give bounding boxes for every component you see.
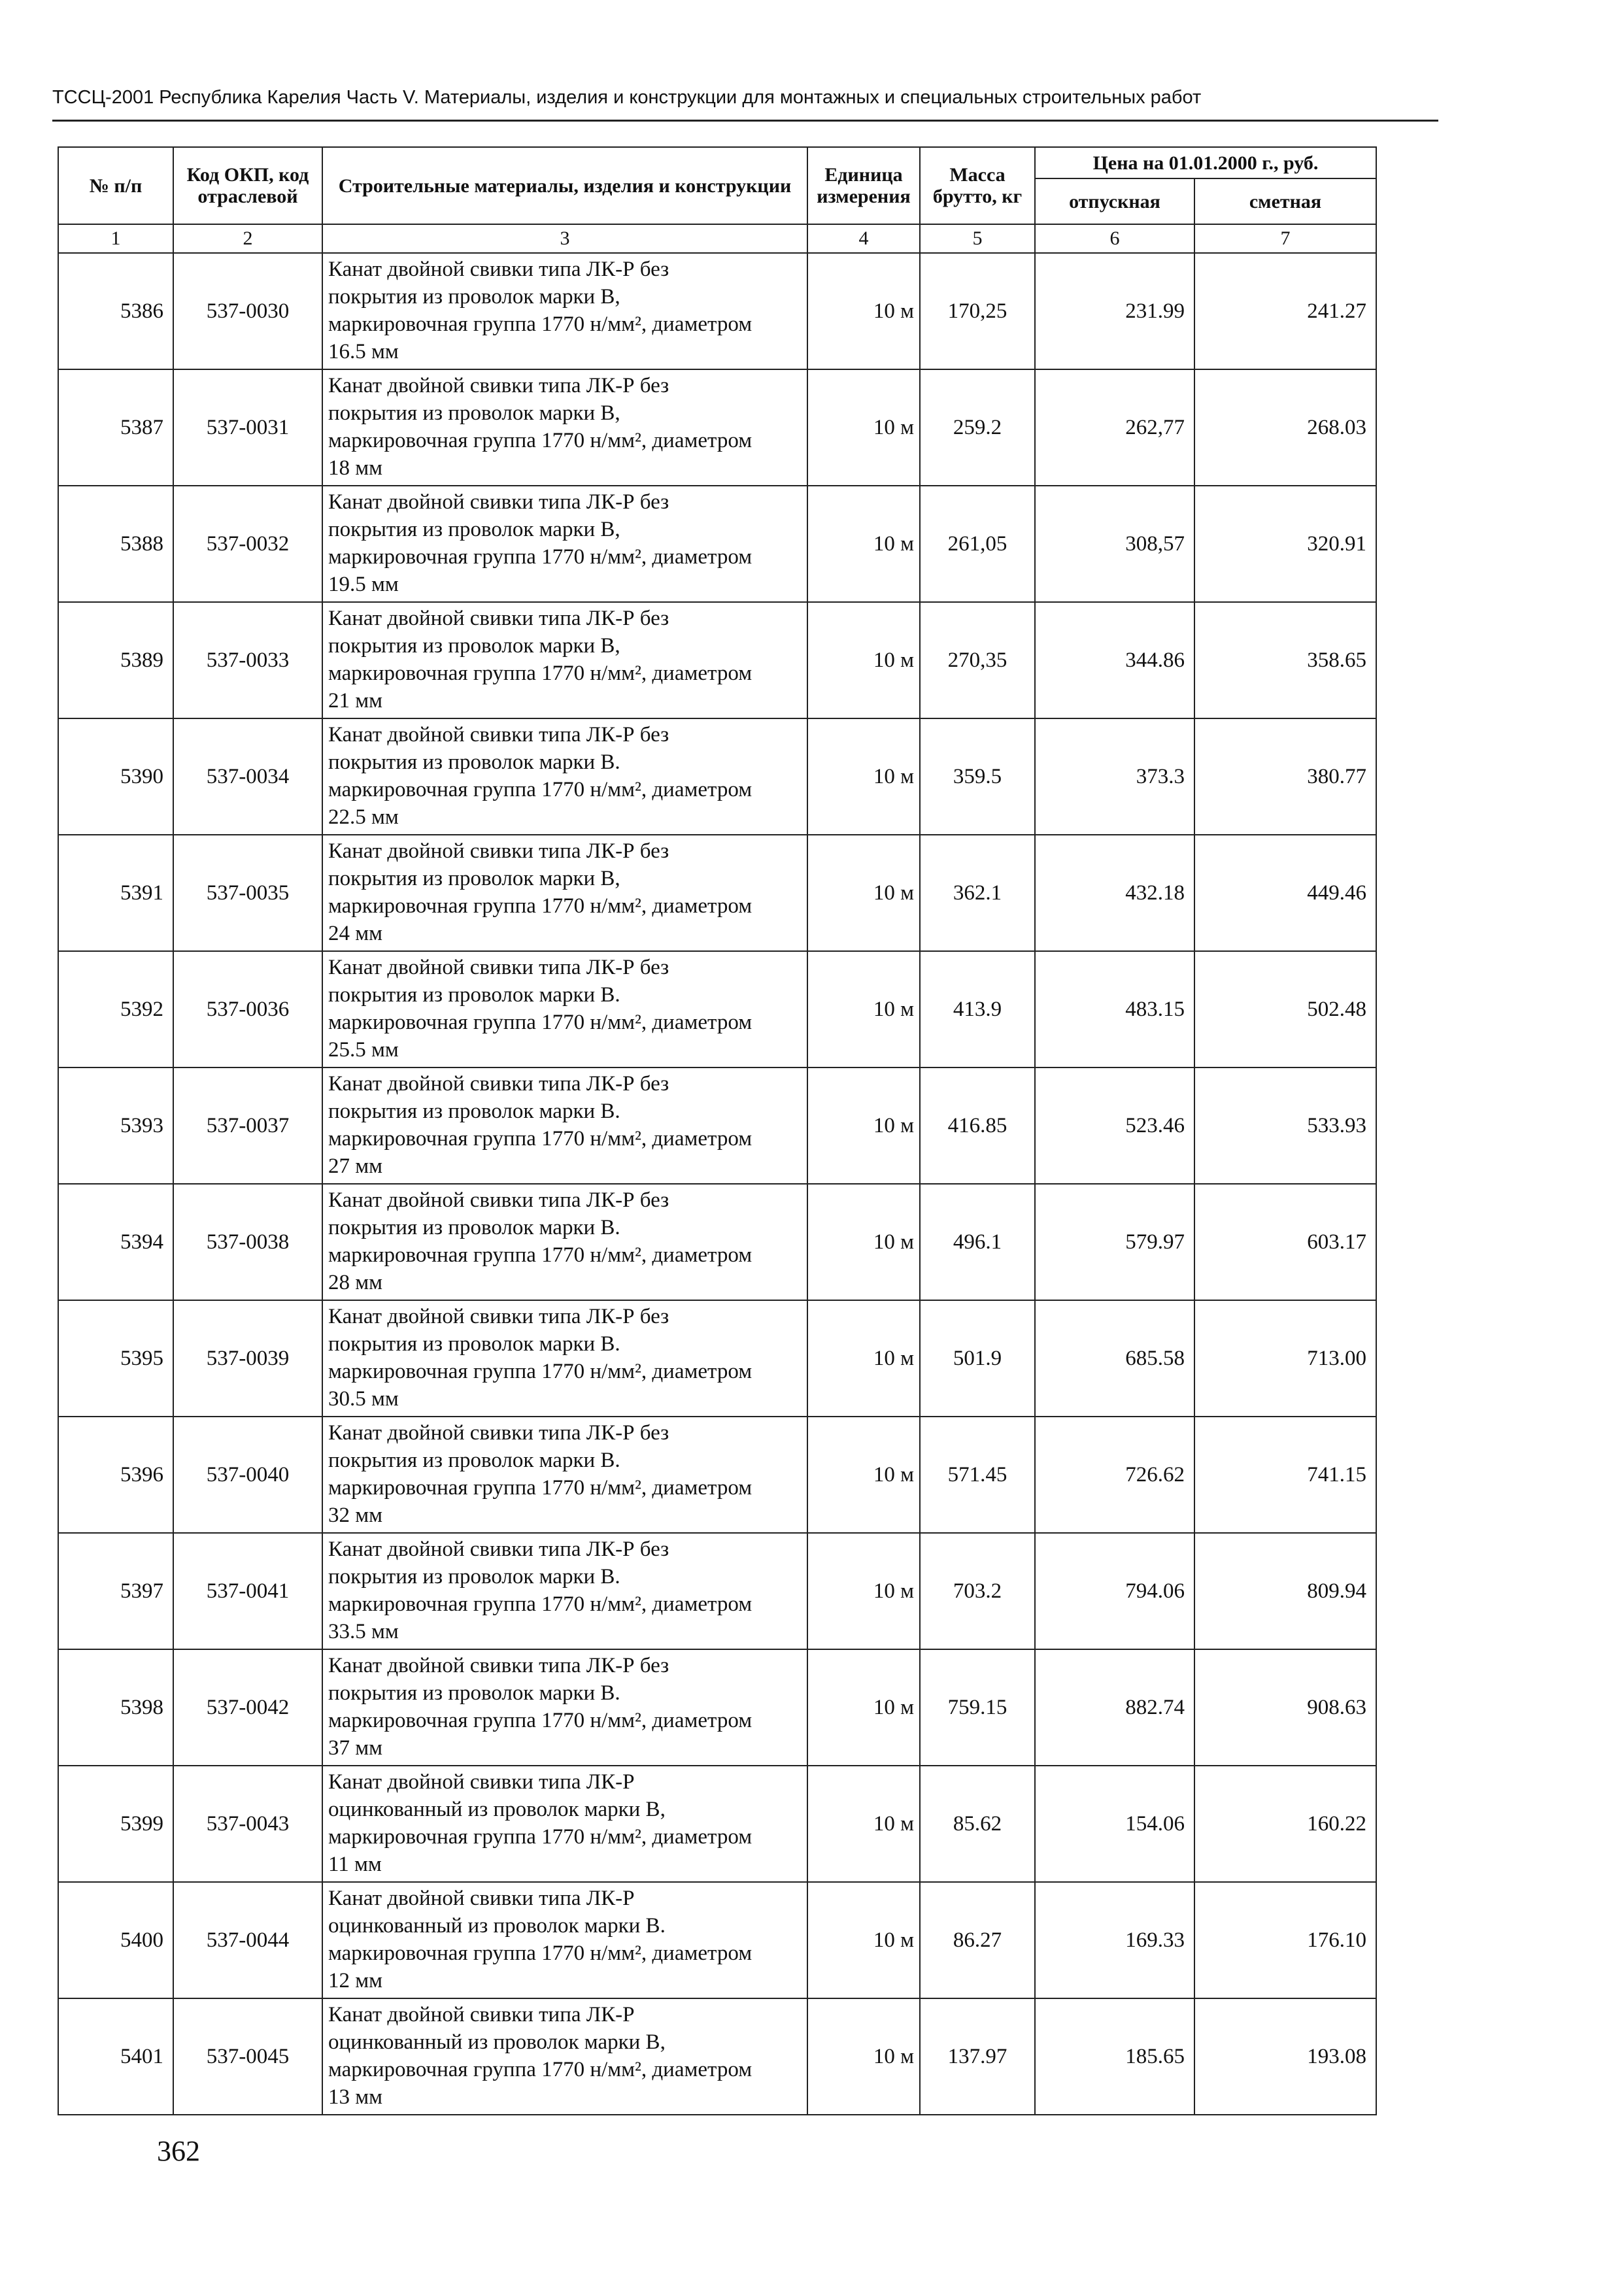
table-row (58, 1300, 1376, 1417)
unit-of-measure: 10 м (807, 602, 920, 718)
gross-mass: 413.9 (920, 951, 1035, 1067)
description-line: покрытия из проволок марки В. (328, 1216, 620, 1240)
description-line: 11 мм (328, 1852, 382, 1876)
price-release: 169.33 (1035, 1882, 1194, 1998)
description-line: 12 мм (328, 1968, 383, 1992)
page-number: 362 (157, 2135, 200, 2167)
unit-of-measure: 10 м (807, 1766, 920, 1882)
price-release: 794.06 (1035, 1533, 1194, 1649)
description-line: маркировочная группа 1770 н/мм², диаметром (328, 1360, 753, 1383)
unit-of-measure: 10 м (807, 718, 920, 835)
description-line: Канат двойной свивки типа ЛК-Р без (328, 1188, 669, 1213)
gross-mass: 571.45 (920, 1417, 1035, 1533)
row-number: 5398 (58, 1649, 173, 1766)
price-estimate: 741.15 (1194, 1417, 1376, 1533)
unit-of-measure: 10 м (807, 1533, 920, 1649)
description-line: 21 мм (328, 688, 383, 713)
gross-mass: 261,05 (920, 486, 1035, 602)
running-header: ТССЦ-2001 Республика Карелия Часть V. Материалы, изделия и конструкции для монтажных и специальных строительных работ (52, 87, 1202, 108)
description-line: маркировочная группа 1770 н/мм², диаметром (328, 1127, 753, 1151)
material-description (322, 1649, 807, 1766)
okp-code: 537-0040 (173, 1417, 322, 1533)
gross-mass: 759.15 (920, 1649, 1035, 1766)
description-line: маркировочная группа 1770 н/мм², диаметром (328, 1825, 753, 1849)
description-line: 22.5 мм (328, 805, 399, 829)
description-line: маркировочная группа 1770 н/мм², диаметром (328, 778, 753, 801)
price-release: 231.99 (1035, 253, 1194, 369)
description-line: Канат двойной свивки типа ЛК-Р (328, 1770, 635, 1794)
description-line: покрытия из проволок марки В. (328, 1100, 620, 1124)
material-description (322, 602, 807, 718)
description-line: 18 мм (328, 456, 383, 480)
description-line: 37 мм (328, 1736, 383, 1760)
material-description (322, 951, 807, 1067)
price-release: 483.15 (1035, 951, 1194, 1067)
description-line: покрытия из проволок марки В. (328, 750, 620, 775)
column-number: 6 (1035, 224, 1194, 253)
row-number: 5397 (58, 1533, 173, 1649)
row-number: 5395 (58, 1300, 173, 1417)
price-estimate: 533.93 (1194, 1067, 1376, 1184)
description-line: Канат двойной свивки типа ЛК-Р без (328, 1538, 669, 1562)
row-number: 5401 (58, 1998, 173, 2115)
okp-code: 537-0045 (173, 1998, 322, 2115)
gross-mass: 259.2 (920, 369, 1035, 486)
description-line: оцинкованный из проволок марки В, (328, 1798, 666, 1822)
gross-mass: 703.2 (920, 1533, 1035, 1649)
description-line: покрытия из проволок марки В, (328, 867, 620, 891)
row-number: 5396 (58, 1417, 173, 1533)
gross-mass: 86.27 (920, 1882, 1035, 1998)
price-estimate: 713.00 (1194, 1300, 1376, 1417)
description-line: Канат двойной свивки типа ЛК-Р без (328, 1654, 669, 1678)
price-release: 523.46 (1035, 1067, 1194, 1184)
table-row (58, 1184, 1376, 1300)
description-line: маркировочная группа 1770 н/мм², диаметром (328, 2058, 753, 2081)
material-description (322, 1882, 807, 1998)
price-table (58, 146, 1377, 2115)
description-line: 28 мм (328, 1270, 383, 1294)
description-line: оцинкованный из проволок марки В. (328, 1914, 666, 1938)
price-release: 685.58 (1035, 1300, 1194, 1417)
col-header-name: Строительные материалы, изделия и конструкции (322, 147, 807, 224)
okp-code: 537-0044 (173, 1882, 322, 1998)
description-line: маркировочная группа 1770 н/мм², диаметром (328, 1011, 753, 1034)
okp-code: 537-0036 (173, 951, 322, 1067)
description-line: покрытия из проволок марки В, (328, 401, 620, 426)
gross-mass: 362.1 (920, 835, 1035, 951)
description-line: 27 мм (328, 1154, 383, 1178)
table-row (58, 1417, 1376, 1533)
description-line: маркировочная группа 1770 н/мм², диаметром (328, 1941, 753, 1965)
table-row (58, 1649, 1376, 1766)
price-estimate: 160.22 (1194, 1766, 1376, 1882)
description-line: маркировочная группа 1770 н/мм², диаметром (328, 894, 753, 918)
col-header-okp: Код ОКП, код отраслевой (173, 147, 322, 224)
price-estimate: 241.27 (1194, 253, 1376, 369)
description-line: маркировочная группа 1770 н/мм², диаметром (328, 1592, 753, 1616)
description-line: Канат двойной свивки типа ЛК-Р (328, 1887, 635, 1911)
price-release: 185.65 (1035, 1998, 1194, 2115)
col-header-num: № п/п (58, 147, 173, 224)
row-number: 5392 (58, 951, 173, 1067)
price-release: 308,57 (1035, 486, 1194, 602)
column-number: 2 (173, 224, 322, 253)
material-description (322, 1067, 807, 1184)
table-body (58, 253, 1376, 2115)
unit-of-measure: 10 м (807, 486, 920, 602)
row-number: 5400 (58, 1882, 173, 1998)
row-number: 5386 (58, 253, 173, 369)
material-description (322, 1766, 807, 1882)
column-number: 3 (322, 224, 807, 253)
row-number: 5399 (58, 1766, 173, 1882)
price-estimate: 908.63 (1194, 1649, 1376, 1766)
col-header-price-estimate: сметная (1194, 178, 1376, 224)
description-line: покрытия из проволок марки В. (328, 1449, 620, 1473)
unit-of-measure: 10 м (807, 951, 920, 1067)
column-number: 5 (920, 224, 1035, 253)
unit-of-measure: 10 м (807, 1300, 920, 1417)
price-estimate: 268.03 (1194, 369, 1376, 486)
description-line: покрытия из проволок марки В. (328, 1681, 620, 1706)
price-estimate: 358.65 (1194, 602, 1376, 718)
price-release: 262,77 (1035, 369, 1194, 486)
okp-code: 537-0035 (173, 835, 322, 951)
price-estimate: 449.46 (1194, 835, 1376, 951)
gross-mass: 501.9 (920, 1300, 1035, 1417)
unit-of-measure: 10 м (807, 1882, 920, 1998)
description-line: Канат двойной свивки типа ЛК-Р без (328, 374, 669, 398)
col-header-unit: Единица измерения (807, 147, 920, 224)
table-row (58, 1533, 1376, 1649)
description-line: Канат двойной свивки типа ЛК-Р без (328, 258, 669, 282)
description-line: 32 мм (328, 1503, 383, 1527)
okp-code: 537-0039 (173, 1300, 322, 1417)
column-number: 1 (58, 224, 173, 253)
description-line: Канат двойной свивки типа ЛК-Р без (328, 490, 669, 514)
description-line: покрытия из проволок марки В, (328, 634, 620, 658)
price-release: 726.62 (1035, 1417, 1194, 1533)
description-line: 25.5 мм (328, 1037, 399, 1062)
material-description (322, 1417, 807, 1533)
column-number: 7 (1194, 224, 1376, 253)
material-description (322, 835, 807, 951)
description-line: 19.5 мм (328, 572, 399, 596)
description-line: маркировочная группа 1770 н/мм², диаметром (328, 1243, 753, 1267)
header-row-1 (58, 147, 1376, 178)
description-line: покрытия из проволок марки В. (328, 1332, 620, 1356)
description-line: Канат двойной свивки типа ЛК-Р без (328, 723, 669, 747)
material-description (322, 1184, 807, 1300)
column-number-row (58, 224, 1376, 253)
gross-mass: 359.5 (920, 718, 1035, 835)
description-line: маркировочная группа 1770 н/мм², диаметром (328, 662, 753, 685)
table-row (58, 1882, 1376, 1998)
description-line: маркировочная группа 1770 н/мм², диаметром (328, 312, 753, 336)
material-description (322, 718, 807, 835)
unit-of-measure: 10 м (807, 1067, 920, 1184)
table-row (58, 951, 1376, 1067)
col-header-mass: Масса брутто, кг (920, 147, 1035, 224)
gross-mass: 416.85 (920, 1067, 1035, 1184)
description-line: Канат двойной свивки типа ЛК-Р без (328, 1072, 669, 1096)
table-row (58, 835, 1376, 951)
row-number: 5387 (58, 369, 173, 486)
okp-code: 537-0032 (173, 486, 322, 602)
okp-code: 537-0030 (173, 253, 322, 369)
material-description (322, 1998, 807, 2115)
column-number: 4 (807, 224, 920, 253)
okp-code: 537-0038 (173, 1184, 322, 1300)
description-line: маркировочная группа 1770 н/мм², диаметром (328, 1709, 753, 1732)
gross-mass: 85.62 (920, 1766, 1035, 1882)
price-estimate: 603.17 (1194, 1184, 1376, 1300)
okp-code: 537-0037 (173, 1067, 322, 1184)
price-release: 579.97 (1035, 1184, 1194, 1300)
description-line: 13 мм (328, 2085, 383, 2109)
row-number: 5389 (58, 602, 173, 718)
description-line: 16.5 мм (328, 339, 399, 363)
description-line: оцинкованный из проволок марки В, (328, 2030, 666, 2055)
description-line: 30.5 мм (328, 1387, 399, 1411)
description-line: Канат двойной свивки типа ЛК-Р (328, 2003, 635, 2027)
table-row (58, 253, 1376, 369)
row-number: 5390 (58, 718, 173, 835)
okp-code: 537-0042 (173, 1649, 322, 1766)
price-estimate: 502.48 (1194, 951, 1376, 1067)
material-description (322, 253, 807, 369)
table-row (58, 602, 1376, 718)
description-line: покрытия из проволок марки В. (328, 983, 620, 1007)
unit-of-measure: 10 м (807, 1184, 920, 1300)
gross-mass: 137.97 (920, 1998, 1035, 2115)
price-estimate: 320.91 (1194, 486, 1376, 602)
price-release: 373.3 (1035, 718, 1194, 835)
okp-code: 537-0043 (173, 1766, 322, 1882)
unit-of-measure: 10 м (807, 369, 920, 486)
material-description (322, 486, 807, 602)
table-row (58, 369, 1376, 486)
price-estimate: 380.77 (1194, 718, 1376, 835)
unit-of-measure: 10 м (807, 835, 920, 951)
row-number: 5394 (58, 1184, 173, 1300)
col-header-price-group: Цена на 01.01.2000 г., руб. (1035, 147, 1376, 178)
description-line: Канат двойной свивки типа ЛК-Р без (328, 1421, 669, 1445)
price-release: 154.06 (1035, 1766, 1194, 1882)
header-rule (52, 120, 1438, 122)
material-description (322, 1533, 807, 1649)
table-row (58, 486, 1376, 602)
unit-of-measure: 10 м (807, 1417, 920, 1533)
okp-code: 537-0031 (173, 369, 322, 486)
description-line: маркировочная группа 1770 н/мм², диаметром (328, 545, 753, 569)
okp-code: 537-0034 (173, 718, 322, 835)
row-number: 5393 (58, 1067, 173, 1184)
description-line: Канат двойной свивки типа ЛК-Р без (328, 1305, 669, 1329)
description-line: покрытия из проволок марки В. (328, 1565, 620, 1589)
table-row (58, 1998, 1376, 2115)
price-release: 882.74 (1035, 1649, 1194, 1766)
unit-of-measure: 10 м (807, 253, 920, 369)
table-row (58, 1766, 1376, 1882)
description-line: Канат двойной свивки типа ЛК-Р без (328, 607, 669, 631)
unit-of-measure: 10 м (807, 1649, 920, 1766)
gross-mass: 496.1 (920, 1184, 1035, 1300)
okp-code: 537-0033 (173, 602, 322, 718)
description-line: покрытия из проволок марки В, (328, 285, 620, 309)
row-number: 5388 (58, 486, 173, 602)
description-line: 33.5 мм (328, 1619, 399, 1643)
unit-of-measure: 10 м (807, 1998, 920, 2115)
description-line: покрытия из проволок марки В, (328, 518, 620, 542)
table-row (58, 1067, 1376, 1184)
description-line: маркировочная группа 1770 н/мм², диаметром (328, 429, 753, 452)
gross-mass: 270,35 (920, 602, 1035, 718)
col-header-price-release: отпускная (1035, 178, 1194, 224)
row-number: 5391 (58, 835, 173, 951)
material-description (322, 369, 807, 486)
price-estimate: 176.10 (1194, 1882, 1376, 1998)
okp-code: 537-0041 (173, 1533, 322, 1649)
gross-mass: 170,25 (920, 253, 1035, 369)
price-estimate: 809.94 (1194, 1533, 1376, 1649)
price-release: 344.86 (1035, 602, 1194, 718)
price-estimate: 193.08 (1194, 1998, 1376, 2115)
description-line: маркировочная группа 1770 н/мм², диаметром (328, 1476, 753, 1500)
table-row (58, 718, 1376, 835)
description-line: Канат двойной свивки типа ЛК-Р без (328, 839, 669, 864)
material-description (322, 1300, 807, 1417)
description-line: Канат двойной свивки типа ЛК-Р без (328, 956, 669, 980)
price-release: 432.18 (1035, 835, 1194, 951)
description-line: 24 мм (328, 921, 383, 945)
